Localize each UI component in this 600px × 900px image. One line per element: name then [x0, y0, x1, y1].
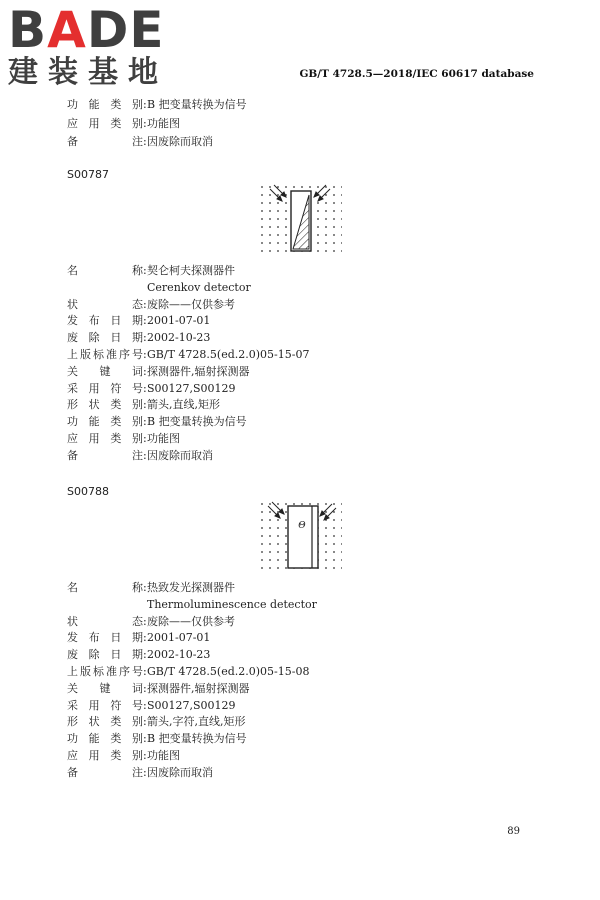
field-label: 废除日期	[67, 331, 143, 345]
field-row	[67, 348, 309, 362]
field-label: 上版标准序号	[67, 665, 143, 678]
field-row	[67, 298, 235, 312]
field-colon: :	[143, 765, 147, 779]
field-row	[67, 415, 247, 429]
field-label: 备注	[67, 765, 143, 779]
field-value: B 把变量转换为信号	[147, 732, 247, 746]
logo-wordmark: BADE	[8, 1, 165, 59]
field-value: 功能图	[147, 749, 180, 762]
field-value: S00127,S00129	[147, 381, 236, 395]
field-value: 探测器件,辐射探测器	[147, 364, 250, 378]
field-label: 备注	[67, 135, 143, 148]
field-label: 应用类别	[67, 432, 143, 445]
field-row	[67, 766, 213, 780]
entry-code: S00787	[67, 168, 109, 181]
field-colon: :	[143, 297, 147, 311]
field-label: 采用符号	[67, 698, 143, 712]
field-row	[67, 631, 210, 645]
field-label: 备注	[67, 448, 143, 462]
field-label: 采用符号	[67, 381, 143, 395]
field-colon: :	[143, 381, 147, 395]
field-colon: :	[143, 348, 147, 361]
field-colon: :	[143, 364, 147, 378]
field-colon: :	[143, 135, 147, 148]
field-value: B 把变量转换为信号	[147, 98, 247, 111]
field-colon: :	[143, 432, 147, 445]
field-row	[67, 581, 235, 595]
field-value: 探测器件,辐射探测器	[147, 681, 250, 695]
field-label: 状态	[67, 614, 143, 628]
theta-label: Θ	[298, 521, 306, 531]
field-value: 契仑柯夫探测器件	[147, 264, 235, 277]
field-colon: :	[143, 331, 147, 345]
brand-logo	[8, 1, 183, 90]
field-value: 功能图	[147, 432, 180, 445]
field-row	[67, 98, 247, 112]
field-colon: :	[143, 631, 147, 645]
field-label: 发布日期	[67, 314, 143, 328]
field-colon: :	[143, 681, 147, 695]
field-value: Cerenkov detector	[147, 280, 251, 294]
field-label: 名称	[67, 581, 143, 594]
field-colon: :	[143, 732, 147, 746]
field-row	[67, 117, 180, 131]
field-label: 应用类别	[67, 116, 143, 130]
field-row	[67, 615, 235, 629]
field-value: B 把变量转换为信号	[147, 415, 247, 429]
logo-subtitle: 建装基地	[8, 55, 168, 90]
field-value: 箭头,直线,矩形	[147, 398, 220, 412]
field-row	[67, 699, 236, 713]
field-label: 关键词	[67, 364, 143, 378]
field-value: 因废除而取消	[147, 448, 213, 462]
name-english	[67, 598, 317, 612]
field-label: 应用类别	[67, 749, 143, 762]
document-header: GB/T 4728.5—2018/IEC 60617 database	[299, 68, 534, 80]
field-colon: :	[143, 715, 147, 729]
field-value: 因废除而取消	[147, 135, 213, 148]
field-label: 废除日期	[67, 648, 143, 662]
entry-code: S00788	[67, 485, 109, 498]
field-row	[67, 648, 210, 662]
field-colon: :	[143, 98, 147, 111]
field-colon: :	[143, 665, 147, 678]
field-row	[67, 665, 309, 679]
field-colon: :	[143, 415, 147, 429]
field-colon: :	[143, 698, 147, 712]
field-value: 2002-10-23	[147, 331, 211, 345]
field-row	[67, 682, 250, 696]
field-row	[67, 432, 180, 446]
field-row	[67, 135, 213, 149]
field-value: 2001-07-01	[147, 631, 211, 645]
field-label: 关键词	[67, 681, 143, 695]
name-english	[67, 281, 251, 295]
field-row	[67, 398, 220, 412]
field-value: 功能图	[147, 116, 180, 130]
field-label: 功能类别	[67, 415, 143, 429]
field-label: 名称	[67, 264, 143, 277]
field-colon: :	[143, 648, 147, 662]
field-row	[67, 314, 210, 328]
thermoluminescence-detector-symbol-icon	[258, 500, 342, 574]
field-colon: :	[143, 749, 147, 762]
field-row	[67, 382, 236, 396]
field-value: 2001-07-01	[147, 314, 211, 328]
field-label: 功能类别	[67, 732, 143, 746]
field-colon: :	[143, 314, 147, 328]
field-row	[67, 715, 246, 729]
field-row	[67, 264, 235, 278]
field-value: 箭头,字符,直线,矩形	[147, 715, 246, 729]
field-label: 发布日期	[67, 631, 143, 645]
field-row	[67, 449, 213, 463]
field-label: 上版标准序号	[67, 348, 143, 361]
field-value: S00127,S00129	[147, 698, 236, 712]
field-value: Thermoluminescence detector	[147, 597, 317, 611]
field-value: GB/T 4728.5(ed.2.0)05-15-08	[147, 665, 310, 678]
field-colon: :	[143, 581, 147, 594]
field-colon: :	[143, 398, 147, 412]
field-row	[67, 331, 210, 345]
field-label: 功能类别	[67, 98, 143, 111]
field-colon: :	[143, 116, 147, 130]
field-row	[67, 732, 247, 746]
field-value: 2002-10-23	[147, 648, 211, 662]
field-colon: :	[143, 448, 147, 462]
field-colon: :	[143, 614, 147, 628]
field-value: 废除——仅供参考	[147, 297, 235, 311]
cerenkov-detector-symbol-icon	[258, 183, 342, 257]
field-label: 形状类别	[67, 398, 143, 412]
field-label: 状态	[67, 297, 143, 311]
field-label: 形状类别	[67, 715, 143, 729]
page-number: 89	[507, 826, 520, 837]
field-value: 热致发光探测器件	[147, 581, 235, 594]
field-row	[67, 749, 180, 763]
field-value: GB/T 4728.5(ed.2.0)05-15-07	[147, 348, 310, 361]
field-value: 因废除而取消	[147, 765, 213, 779]
field-value: 废除——仅供参考	[147, 614, 235, 628]
field-row	[67, 365, 250, 379]
field-colon: :	[143, 264, 147, 277]
